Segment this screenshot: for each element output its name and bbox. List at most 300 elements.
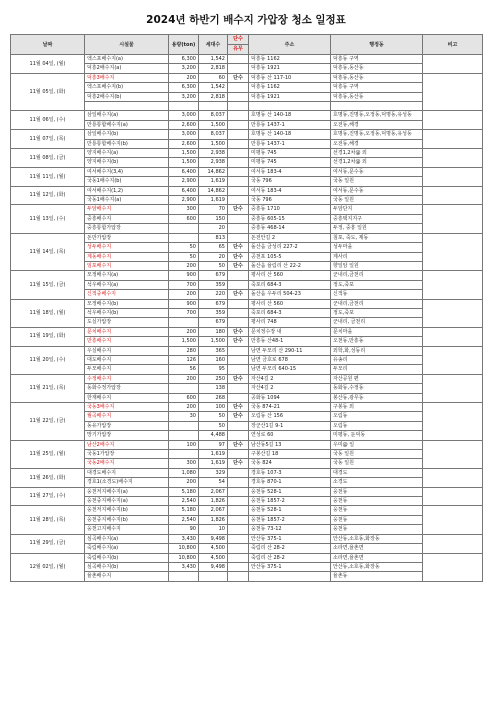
address-cell: 안산동 375-1 (249, 562, 331, 571)
outage-cell (228, 450, 249, 459)
header-date: 날짜 (11, 35, 85, 55)
facility-cell: 성두배수지 (85, 243, 169, 252)
address-cell (249, 102, 331, 111)
outage-cell (228, 431, 249, 440)
note-cell (423, 55, 483, 74)
region-cell: 덕흥동,동산동 (331, 73, 423, 82)
address-cell: 웅천동 1857-2 (249, 515, 331, 524)
address-cell: 웅천동 73-12 (249, 525, 331, 534)
outage-cell (228, 83, 249, 92)
address-cell: 웅천동 528-1 (249, 487, 331, 496)
outage-cell: 단수 (228, 73, 249, 82)
address-cell: 미평동 745 (249, 149, 331, 158)
outage-cell (228, 478, 249, 487)
outage-cell (228, 167, 249, 176)
date-cell: 11월 15일, (금) (11, 271, 85, 299)
region-cell: 대경도 (331, 468, 423, 477)
address-cell: 연성로 60 (249, 431, 331, 440)
region-cell: 오전동,해경 (331, 139, 423, 148)
facility-cell: 동유가압장 (85, 421, 169, 430)
region-cell: 소라면,율촌면 (331, 544, 423, 553)
facility-cell: 두모배수지 (85, 365, 169, 374)
capacity-cell: 2,600 (169, 139, 199, 148)
region-cell: 성두마을 (331, 243, 423, 252)
address-cell: 만룡동 1437-1 (249, 139, 331, 148)
capacity-cell: 1,500 (169, 337, 199, 346)
address-cell: 오림동 산 156 (249, 412, 331, 421)
address-cell: 웅천동 528-1 (249, 506, 331, 515)
households-cell: 1,500 (199, 337, 228, 346)
address-cell: 자산4길 2 (249, 374, 331, 383)
facility-cell: 국동1가압장 (85, 450, 169, 459)
capacity-cell: 5,180 (169, 487, 199, 496)
region-cell (331, 102, 423, 111)
outage-cell (228, 365, 249, 374)
region-cell: 오림동 (331, 412, 423, 421)
households-cell: 138 (199, 384, 228, 393)
capacity-cell (169, 224, 199, 233)
region-cell: 호명동,진명동,오정동,덕명동,유성동 (331, 130, 423, 139)
outage-cell: 단수 (228, 243, 249, 252)
region-cell: 군내리,금천리 (331, 271, 423, 280)
households-cell: 60 (199, 73, 228, 82)
region-cell: 호명동,진명동,오정동,덕명동,유성동 (331, 111, 423, 120)
note-cell (423, 487, 483, 506)
facility-cell: 중흥배수지 (85, 214, 169, 223)
note-cell (423, 346, 483, 374)
households-cell: 2,067 (199, 506, 228, 515)
households-cell: 150 (199, 214, 228, 223)
outage-cell (228, 130, 249, 139)
address-cell: 중흥동 605-15 (249, 214, 331, 223)
facility-cell: 우실배수지 (85, 346, 169, 355)
note-cell (423, 271, 483, 299)
outage-cell (228, 233, 249, 242)
capacity-cell: 100 (169, 440, 199, 449)
households-cell: 100 (199, 403, 228, 412)
facility-cell: 웅천고지배수지 (85, 525, 169, 534)
region-cell: 문치마을 (331, 327, 423, 336)
outage-cell (228, 384, 249, 393)
facility-cell: 웅천저지배수지(b) (85, 506, 169, 515)
capacity-cell: 1,500 (169, 158, 199, 167)
table-row (11, 374, 483, 383)
outage-cell (228, 64, 249, 73)
outage-cell (228, 346, 249, 355)
households-cell: 54 (199, 478, 228, 487)
households-cell: 4,500 (199, 544, 228, 553)
households-cell: 679 (199, 318, 228, 327)
region-cell: 덕흥동 구역 (331, 55, 423, 64)
facility-cell: 엑스포배수지(a) (85, 55, 169, 64)
region-cell: 신적동 (331, 290, 423, 299)
facility-cell: 죽림배수지(b) (85, 553, 169, 562)
address-cell: 돌산읍 금성리 227-2 (249, 243, 331, 252)
address-cell: 장군산1길 9-1 (249, 421, 331, 430)
region-cell: 덕흥동 구역 (331, 83, 423, 92)
region-cell: 웅천동 (331, 506, 423, 515)
region-cell: 소라면,율촌면 (331, 553, 423, 562)
address-cell: 경호동 870-1 (249, 478, 331, 487)
capacity-cell (169, 431, 199, 440)
schedule-body (11, 55, 483, 582)
facility-cell: 양지배수지(a) (85, 149, 169, 158)
households-cell: 1,619 (199, 450, 228, 459)
capacity-cell: 3,000 (169, 111, 199, 120)
note-cell (423, 327, 483, 346)
region-cell: 정도,죽포 (331, 280, 423, 289)
capacity-cell: 1,500 (169, 149, 199, 158)
capacity-cell: 6,400 (169, 186, 199, 195)
table-row (11, 205, 483, 214)
households-cell: 4,500 (199, 553, 228, 562)
region-cell: 국동 일원 (331, 459, 423, 468)
facility-cell: 한재배수지 (85, 393, 169, 402)
outage-cell (228, 120, 249, 129)
table-row (11, 468, 483, 477)
households-cell: 2,818 (199, 64, 228, 73)
capacity-cell: 200 (169, 290, 199, 299)
facility-cell: 석우배수지(a) (85, 280, 169, 289)
facility-cell: 국동1배수지(b) (85, 177, 169, 186)
households-cell: 679 (199, 299, 228, 308)
capacity-cell: 3,430 (169, 562, 199, 571)
facility-cell: 엑스포배수지(b) (85, 83, 169, 92)
region-cell: 군내리, 금천리 (331, 318, 423, 327)
region-cell: 선경1,2차@ 외 (331, 158, 423, 167)
note-cell (423, 111, 483, 130)
address-cell: 안산동 375-1 (249, 534, 331, 543)
facility-cell: 계동배수지 (85, 252, 169, 261)
outage-cell (228, 572, 249, 581)
capacity-cell: 126 (169, 355, 199, 364)
note-cell (423, 233, 483, 271)
capacity-cell: 200 (169, 327, 199, 336)
households-cell: 20 (199, 224, 228, 233)
date-cell: 11월 05일, (화) (11, 73, 85, 111)
address-cell: 여서동 183-4 (249, 167, 331, 176)
capacity-cell: 50 (169, 252, 199, 261)
region-cell: 계사리 (331, 252, 423, 261)
region-cell: 선경1,2차@ 외 (331, 149, 423, 158)
capacity-cell (169, 102, 199, 111)
capacity-cell: 200 (169, 478, 199, 487)
outage-cell (228, 139, 249, 148)
facility-cell: 석우배수지(b) (85, 308, 169, 317)
outage-cell: 단수 (228, 261, 249, 270)
table-row (11, 167, 483, 176)
address-cell: 구봉산길 18 (249, 450, 331, 459)
table-row (11, 506, 483, 515)
facility-cell: 심곡배수지(a) (85, 534, 169, 543)
region-cell: 안산동,소호동,화장동 (331, 534, 423, 543)
households-cell: 50 (199, 412, 228, 421)
capacity-cell: 200 (169, 73, 199, 82)
facility-cell: 중흥통합가압장 (85, 224, 169, 233)
households-cell: 1,542 (199, 83, 228, 92)
capacity-cell: 600 (169, 214, 199, 223)
capacity-cell: 200 (169, 403, 199, 412)
outage-cell (228, 158, 249, 167)
households-cell: 8,037 (199, 130, 228, 139)
address-cell: 여서동 183-4 (249, 186, 331, 195)
capacity-cell: 900 (169, 271, 199, 280)
capacity-cell: 3,000 (169, 130, 199, 139)
address-cell: 덕흥동 산 117-10 (249, 73, 331, 82)
date-cell: 11월 27일, (수) (11, 487, 85, 506)
households-cell: 359 (199, 280, 228, 289)
households-cell: 1,619 (199, 177, 228, 186)
facility-cell (85, 102, 169, 111)
page-title: 2024년 하반기 배수지 가압장 청소 일정표 (146, 14, 346, 26)
address-cell: 죽림리 산 28-2 (249, 553, 331, 562)
outage-cell (228, 92, 249, 101)
facility-cell: 월곡배수지 (85, 412, 169, 421)
households-cell: 160 (199, 355, 228, 364)
address-cell: 호명동 산 140-18 (249, 130, 331, 139)
address-cell: 남산동5길 13 (249, 440, 331, 449)
outage-cell: 단수 (228, 337, 249, 346)
region-cell: 구봉동 외 (331, 403, 423, 412)
table-row (11, 186, 483, 195)
capacity-cell: 2,900 (169, 196, 199, 205)
households-cell: 679 (199, 271, 228, 280)
region-cell: 우미@ 일 (331, 440, 423, 449)
header-outage-bottom: 유무 (228, 45, 249, 55)
address-cell: 남면 두모리 640-15 (249, 365, 331, 374)
address-cell: 경호동 107-3 (249, 468, 331, 477)
table-row (11, 149, 483, 158)
households-cell: 9,498 (199, 562, 228, 571)
households-cell: 180 (199, 327, 228, 336)
address-cell: 국동 874-21 (249, 403, 331, 412)
capacity-cell: 2,900 (169, 177, 199, 186)
households-cell: 1,826 (199, 515, 228, 524)
note-cell (423, 374, 483, 402)
facility-cell: 국동1배수지(a) (85, 196, 169, 205)
address-cell: 만룡동 1437-1 (249, 120, 331, 129)
note-cell (423, 205, 483, 233)
region-cell: 율촌동 (331, 572, 423, 581)
date-cell: 11월 14일, (목) (11, 233, 85, 271)
households-cell: 2,938 (199, 149, 228, 158)
households-cell: 1,619 (199, 459, 228, 468)
header-capacity: 용량(ton) (169, 35, 199, 55)
households-cell (199, 572, 228, 581)
date-cell: 11월 19일, (화) (11, 327, 85, 346)
facility-cell: 삼일배수지(b) (85, 130, 169, 139)
date-cell: 11월 28일, (목) (11, 506, 85, 534)
table-row (11, 130, 483, 139)
households-cell (199, 102, 228, 111)
households-cell: 1,542 (199, 55, 228, 64)
outage-cell: 단수 (228, 403, 249, 412)
note-cell (423, 506, 483, 534)
outage-cell (228, 468, 249, 477)
outage-cell (228, 214, 249, 223)
outage-cell (228, 487, 249, 496)
date-cell: 11월 11일, (월) (11, 167, 85, 186)
date-cell: 11월 18일, (월) (11, 299, 85, 327)
table-row (11, 73, 483, 82)
outage-cell (228, 544, 249, 553)
households-cell: 50 (199, 421, 228, 430)
address-cell: 돌산읍 우두리 504-23 (249, 290, 331, 299)
facility-cell: 도실가압장 (85, 318, 169, 327)
schedule-table (10, 34, 483, 582)
region-cell: 국동 일원 (331, 177, 423, 186)
header-region: 행정동 (331, 35, 423, 55)
outage-cell (228, 318, 249, 327)
facility-cell: 여서배수지(3,4) (85, 167, 169, 176)
outage-cell (228, 102, 249, 111)
households-cell: 10 (199, 525, 228, 534)
outage-cell (228, 553, 249, 562)
households-cell: 813 (199, 233, 228, 242)
table-row (11, 271, 483, 280)
region-cell: 동화동,수정동 (331, 384, 423, 393)
capacity-cell: 10,800 (169, 544, 199, 553)
facility-cell: 문치배수지 (85, 327, 169, 336)
region-cell: 두정, 중흥 일원 (331, 224, 423, 233)
region-cell: 봉산동,광무동 (331, 393, 423, 402)
note-cell (423, 403, 483, 441)
region-cell: 국동 일원 (331, 450, 423, 459)
address-cell: 호명동 산 140-18 (249, 111, 331, 120)
address-cell: 웅천동 1857-2 (249, 497, 331, 506)
households-cell: 1,500 (199, 120, 228, 129)
note-cell (423, 553, 483, 581)
note-cell (423, 299, 483, 327)
date-cell: 11월 25일, (월) (11, 440, 85, 468)
households-cell: 2,938 (199, 158, 228, 167)
outage-cell: 단수 (228, 290, 249, 299)
capacity-cell: 2,540 (169, 515, 199, 524)
outage-cell (228, 224, 249, 233)
outage-cell: 단수 (228, 459, 249, 468)
outage-cell (228, 196, 249, 205)
capacity-cell: 3,430 (169, 534, 199, 543)
outage-cell: 단수 (228, 440, 249, 449)
capacity-cell: 2,540 (169, 497, 199, 506)
households-cell: 1,500 (199, 139, 228, 148)
facility-cell: 돈만가압장 (85, 233, 169, 242)
date-cell: 11월 07일, (목) (11, 130, 85, 149)
region-cell: 유송리 (331, 355, 423, 364)
address-cell: 공천포 105-5 (249, 252, 331, 261)
address-cell: 덕흥동 1921 (249, 64, 331, 73)
households-cell: 95 (199, 365, 228, 374)
table-row (11, 403, 483, 412)
capacity-cell (169, 450, 199, 459)
table-row (11, 346, 483, 355)
capacity-cell: 6,400 (169, 167, 199, 176)
facility-cell: 덕흥2배수지(a) (85, 64, 169, 73)
facility-cell: 양지배수지(b) (85, 158, 169, 167)
header-row (11, 35, 483, 45)
header-outage-top: 단수 (228, 35, 249, 45)
outage-cell (228, 355, 249, 364)
facility-cell: 죽림배수지(a) (85, 544, 169, 553)
capacity-cell: 200 (169, 374, 199, 383)
region-cell: 두모리 (331, 365, 423, 374)
region-cell: 오림동 (331, 421, 423, 430)
region-cell: 웅천동 (331, 487, 423, 496)
date-cell: 11월 06일, (수) (11, 111, 85, 130)
address-cell: 중흥동 1710 (249, 205, 331, 214)
region-cell: 침포, 죽도, 제동 (331, 233, 423, 242)
address-cell: 덕흥동 1162 (249, 83, 331, 92)
facility-cell: 만룡통합배수지(a) (85, 120, 169, 129)
region-cell: 덕흥동,동산동 (331, 64, 423, 73)
households-cell: 329 (199, 468, 228, 477)
outage-cell: 단수 (228, 327, 249, 336)
outage-cell (228, 393, 249, 402)
outage-cell: 단수 (228, 374, 249, 383)
capacity-cell: 6,300 (169, 55, 199, 64)
region-cell: 두암단지 (331, 205, 423, 214)
capacity-cell (169, 384, 199, 393)
facility-cell: 대경도배수지 (85, 468, 169, 477)
facility-cell: 덕흥3배수지 (85, 73, 169, 82)
address-cell: 국동 796 (249, 177, 331, 186)
note-cell (423, 468, 483, 487)
facility-cell: 웅천저지배수지(a) (85, 487, 169, 496)
address-cell: 중흥동 468-14 (249, 224, 331, 233)
table-row (11, 55, 483, 64)
outage-cell (228, 186, 249, 195)
address-cell: 죽포리 684-3 (249, 280, 331, 289)
date-cell: 11월 13일, (수) (11, 205, 85, 233)
households-cell: 2,818 (199, 92, 228, 101)
facility-cell: 동화수정가압장 (85, 384, 169, 393)
region-cell: 미평동, 둔덕동 (331, 431, 423, 440)
table-row (11, 233, 483, 242)
outage-cell (228, 280, 249, 289)
date-cell: 11월 26일, (화) (11, 468, 85, 487)
region-cell: 웅천동 (331, 525, 423, 534)
capacity-cell (169, 421, 199, 430)
region-cell: 여서동,문수동 (331, 186, 423, 195)
outage-cell: 단수 (228, 205, 249, 214)
households-cell: 97 (199, 440, 228, 449)
table-row (11, 487, 483, 496)
address-cell: 남면 두모리 산 290-11 (249, 346, 331, 355)
region-cell: 군내리,금천리 (331, 299, 423, 308)
facility-cell: 남산2배수지 (85, 440, 169, 449)
households-cell: 1,826 (199, 497, 228, 506)
table-row (11, 111, 483, 120)
table-row (11, 299, 483, 308)
facility-cell: 삼일배수지(a) (85, 111, 169, 120)
facility-cell: 만흥배수지 (85, 337, 169, 346)
address-cell: 덕흥동 1162 (249, 55, 331, 64)
facility-cell: 임포배수지 (85, 261, 169, 270)
capacity-cell: 2,600 (169, 120, 199, 129)
facility-cell: 율촌배수지 (85, 572, 169, 581)
outage-cell (228, 525, 249, 534)
capacity-cell: 600 (169, 393, 199, 402)
address-cell: 국동 824 (249, 459, 331, 468)
capacity-cell: 6,300 (169, 83, 199, 92)
outage-cell (228, 308, 249, 317)
date-cell: 11월 29일, (금) (11, 534, 85, 553)
facility-cell: 덕흥2배수지(b) (85, 92, 169, 101)
address-cell: 죽포리 684-3 (249, 308, 331, 317)
outage-cell (228, 177, 249, 186)
households-cell: 359 (199, 308, 228, 317)
facility-cell: 망기가압장 (85, 431, 169, 440)
